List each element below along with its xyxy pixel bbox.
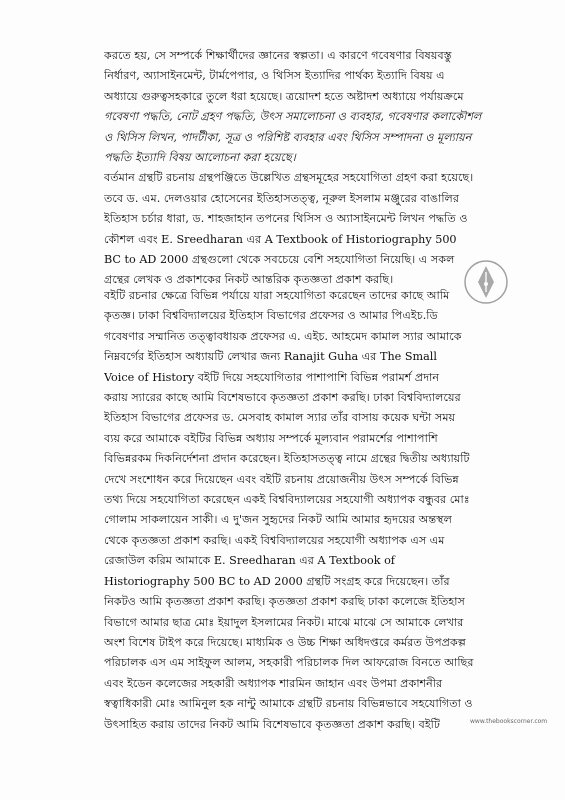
text-line: অধ্যায়ে গুরুত্বসহকারে তুলে ধরা হয়েছে। ত্রয়োদশ হতে অষ্টাদশ অধ্যায়ে পর্যায়ক্রমে <box>104 89 464 103</box>
text-line: Voice of History বইটি দিয়ে সহযোগিতার পাশাপাশি বিভিন্ন পরামর্শ প্রদান <box>104 370 440 384</box>
text-line: গ্রন্থের লেখক ও প্রকাশকের নিকট আন্তরিক কৃতজ্ঞতা প্রকাশ করছি। <box>104 273 394 287</box>
text-line: কৃতজ্ঞ। ঢাকা বিশ্ববিদ্যালয়ের ইতিহাস বিভাগের প্রফেসর ও আমার পিএইচ.ডি <box>104 309 438 323</box>
text-line: পরিচালক এস এম সাইফুল আলম, সহকারী পরিচালক দিল আফরোজ বিনতে আছির <box>104 656 474 670</box>
text-line: কৌশল এবং E. Sreedharan এর A Textbook of Historiography 500 <box>104 232 457 246</box>
text-line: করায় স্যারের কাছে আমি বিশেষভাবে কৃতজ্ঞতা প্রকাশ করছি। ঢাকা বিশ্ববিদ্যালয়ের <box>104 391 461 405</box>
text-line: গোলাম সাকলায়েন সাকী। এ দু'জন সুহৃদের নিকট আমি আমার হৃদয়ের অন্তস্থল <box>104 513 452 527</box>
text-line: দেখে সংশোধন করে দিয়েছেন এবং বইটি রচনায় প্রয়োজনীয় উৎস সম্পর্কে বিভিন্ন <box>104 472 459 486</box>
text-line: ও থিসিস লিখন, পাদটীকা, সূত্র ও পরিশিষ্ট ব্যবহার এবং থিসিস সম্পাদনা ও মূল্যায়ন <box>104 130 472 144</box>
text-line: নির্ধারণ, অ্যাসাইনমেন্ট, টার্মপেপার, ও থিসিস ইত্যাদির পার্থক্য ইত্যাদি বিষয় এ <box>104 69 445 83</box>
text-line: ইতিহাস বিভাগের প্রফেসর ড. মেসবাহ কামাল স্যার তাঁর বাসায় কয়েক ঘন্টা সময় <box>104 411 456 425</box>
text-line: ইতিহাস চর্চার ধারা, ড. শাহজাহান তপনের থিসিস ও অ্যাসাইনমেন্ট লিখন পদ্ধতি ও <box>104 212 468 226</box>
text-line: পদ্ধতি ইত্যাদি বিষয় আলোচনা করা হয়েছে। <box>104 151 296 165</box>
text-line: তবে ড. এম. দেলওয়ার হোসেনের ইতিহাসতত্ত্ব, নূরুল ইসলাম মঞ্জুরের বাঙালির <box>104 191 460 205</box>
text-line: তথ্য দিয়ে সহযোগিতা করেছেন একই বিশ্ববিদ্যালয়ের সহযোগী অধ্যাপক বন্ধুবর মোঃ <box>104 493 470 507</box>
text-line: নিকটও আমি কৃতজ্ঞতা প্রকাশ করছি। কৃতজ্ঞতা প্রকাশ করছি ঢাকা কলেজে ইতিহাস <box>104 595 465 609</box>
pen-nib-logo-icon <box>462 258 510 306</box>
text-line: বইটি রচনার ক্ষেত্রে বিভিন্ন পর্যায়ে যারা সহযোগিতা করেছেন তাদের কাছে আমি <box>104 289 450 302</box>
text-line: থেকে কৃতজ্ঞতা প্রকাশ করছি। একই বিশ্ববিদ্যালয়ের সহযোগী অধ্যাপক এস এম <box>104 533 445 547</box>
text-line: করতে হয়, সে সম্পর্কে শিক্ষার্থীদের জ্ঞানের স্বল্পতা। এ কারণে গবেষণার বিষয়বস্তু <box>104 49 452 62</box>
text-line: Historiography 500 BC to AD 2000 গ্রন্থটি সংগ্রহ করে দিয়েছেন। তাঁর <box>104 574 450 588</box>
watermark-text: www.thebookscorner.com <box>470 718 548 725</box>
text-line: স্বত্বাধিকারী মোঃ আমিনুল হক নান্টু আমাকে গ্রন্থটি রচনায় বিভিন্নভাবে সহযোগিতা ও <box>104 697 473 711</box>
text-line: নিম্নবর্গের ইতিহাস অধ্যায়টি লেখার জন্য Ranajit Guha এর The Small <box>104 350 437 364</box>
text-line: বিভাগে আমার ছাত্র মোঃ ইয়াদুল ইসলামের নিকট। মাঝে মাঝে সে আমাকে লেখার <box>104 615 464 629</box>
text-line: বর্তমান গ্রন্থটি রচনায় গ্রন্থপঞ্জিতে উল্লেখিত গ্রন্থসমূহের সহযোগিতা গ্রহণ করা হয়েছে। <box>104 171 474 185</box>
text-line: ব্যয় করে আমাকে বইটির বিভিন্ন অধ্যায় সম্পর্কে মূল্যবান পরামর্শের পাশাপাশি <box>104 431 438 445</box>
text-line: রেজাউল করিম আমাকে E. Sreedharan এর A Textbook of <box>104 554 395 568</box>
text-line: গবেষণা পদ্ধতি, নোট গ্রহণ পদ্ধতি, উৎস সমালোচনা ও ব্যবহার, গবেষণার কলাকৌশল <box>104 110 482 124</box>
text-line: বিভিন্নরকম দিকনির্দেশনা প্রদান করেছেন। ইতিহাসতত্ত্ব নামে গ্রন্থের দ্বিতীয় অধ্যায়টি <box>104 452 470 466</box>
text-line: BC to AD 2000 গ্রন্থগুলো থেকে সবচেয়ে বেশি সহযোগিতা নিয়েছি। এ সকল <box>104 253 455 267</box>
paragraph-acknowledgements <box>104 286 516 735</box>
text-line: উৎসাহিত করায় তাদের নিকট আমি বিশেষভাবে কৃতজ্ঞতা প্রকাশ করছি। বইটি <box>104 717 440 731</box>
text-line: এবং ইডেন কলেজের সহকারী অধ্যাপক শারমিন জাহান এবং উপমা প্রকাশনীর <box>104 676 443 690</box>
text-line: গবেষণার সম্মানিত তত্ত্বাবধায়ক প্রফেসর এ. এইচ. আহমেদ কামাল স্যার আমাকে <box>104 329 462 343</box>
text-line: অংশ বিশেষ টাইপ করে দিয়েছে। মাধ্যমিক ও উচ্চ শিক্ষা অধিদপ্তরে কর্মরত উপপ্রকল্প <box>104 635 466 649</box>
paragraph-methods-and-sources <box>104 46 516 291</box>
